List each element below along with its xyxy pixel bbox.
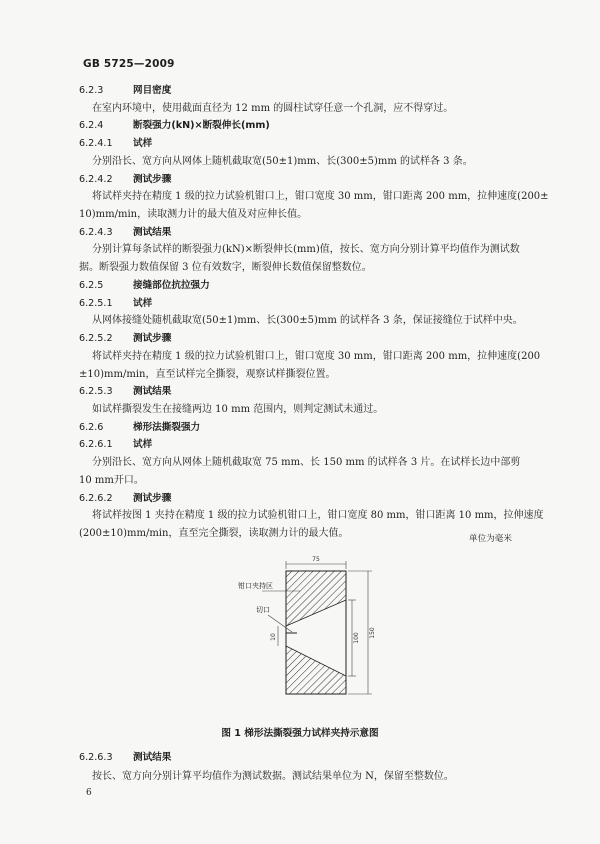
lower-clamp-area — [286, 646, 346, 694]
paragraph-line: (200±10)mm/min，直至完全撕裂，读取测力计的最大值。 — [79, 528, 349, 539]
paragraph-line: 按长、宽方向分别计算平均值作为测试数据。测试结果单位为 N，保留至整数位。 — [92, 771, 454, 782]
paragraph-line: 在室内环境中，使用截面直径为 12 mm 的圆柱试穿任意一个孔洞，应不得穿过。 — [92, 102, 454, 114]
paragraph-line: 从网体接缝处随机截取宽(50±1)mm、长(300±5)mm 的试样各 3 条，保证接缝位于试样中央。 — [92, 315, 523, 327]
label-clamp-area: 钳口夹持区 — [238, 582, 273, 590]
paragraph-line: 分别沿长、宽方向从网体上随机截取宽 75 mm、长 150 mm 的试样各 3 片。在试样长边中部剪 — [92, 457, 521, 469]
page-number: 6 — [86, 788, 92, 798]
section-number: 6.2.6.1 — [79, 439, 113, 451]
section-title: 测试步骤 — [133, 173, 172, 185]
section-number: 6.2.4.2 — [79, 173, 113, 185]
upper-clamp-area — [286, 571, 346, 626]
section-number: 6.2.4 — [79, 120, 104, 132]
dim-cut: 10 — [270, 633, 277, 641]
section-heading — [79, 751, 171, 765]
paragraph-line: 分别沿长、宽方向从网体上随机截取宽(50±1)mm、长(300±5)mm 的试样各 3 条。 — [92, 155, 473, 167]
section-number: 6.2.5.1 — [79, 297, 113, 309]
label-cut: 切口 — [256, 606, 270, 614]
paragraph-line: 分别计算每条试样的断裂强力(kN)×断裂伸长(mm)值，按长、宽方向分别计算平均值作为测试数 — [92, 244, 520, 256]
paragraph-line: 将试样夹持在精度 1 级的拉力试验机钳口上，钳口宽度 30 mm，钳口距离 200 mm，拉伸速度(200± — [92, 191, 549, 203]
section-title: 测试步骤 — [133, 492, 172, 504]
section-title: 试样 — [133, 439, 153, 451]
dim-outer: 150 — [369, 627, 376, 639]
section-title: 接缝部位抗拉强力 — [133, 279, 210, 291]
standard-code: GB 5725—2009 — [83, 58, 175, 70]
section-number: 6.2.6.2 — [79, 492, 113, 504]
dim-width: 75 — [312, 556, 320, 563]
dim-inner: 100 — [353, 632, 360, 644]
section-title: 试样 — [133, 297, 153, 309]
figure-caption: 图 1 梯形法撕裂强力试样夹持示意图 — [221, 728, 379, 739]
section-number: 6.2.3 — [79, 85, 104, 96]
paragraph-line: 10)mm/min，读取测力计的最大值及对应伸长值。 — [79, 209, 308, 221]
section-number: 6.2.4.1 — [79, 138, 113, 150]
section-number: 6.2.6.3 — [79, 752, 113, 763]
paragraph-line: 10 mm开口。 — [79, 474, 144, 486]
section-number: 6.2.5.2 — [79, 333, 113, 345]
section-title: 网目密度 — [133, 85, 172, 96]
section-number: 6.2.5.3 — [79, 386, 113, 398]
section-title: 断裂强力(kN)×断裂伸长(mm) — [133, 120, 270, 132]
paragraph-line: 将试样按图 1 夹持在精度 1 级的拉力试验机钳口上，钳口宽度 80 mm，钳口距离 10 mm，拉伸速度 — [92, 510, 544, 522]
section-title: 梯形法撕裂强力 — [133, 421, 201, 433]
paragraph-line: 将试样夹持在精度 1 级的拉力试验机钳口上，钳口宽度 30 mm，钳口距离 200 mm，拉伸速度(200 — [92, 350, 541, 362]
section-title: 测试结果 — [133, 752, 172, 763]
unit-note: 单位为毫米 — [469, 534, 512, 544]
section-title: 试样 — [133, 138, 153, 150]
paragraph-line: ±10)mm/min，直至试样完全撕裂，观察试样撕裂位置。 — [79, 368, 336, 380]
section-title: 测试结果 — [133, 226, 172, 238]
paragraph-line: 如试样撕裂发生在接缝两边 10 mm 范围内，则判定测试未通过。 — [92, 403, 384, 415]
section-number: 6.2.5 — [79, 279, 104, 291]
section-number: 6.2.6 — [79, 421, 104, 433]
section-number: 6.2.4.3 — [79, 226, 113, 238]
section-title: 测试步骤 — [133, 333, 172, 345]
paragraph-line: 据。断裂强力数值保留 3 位有效数字，断裂伸长数值保留整数位。 — [79, 262, 372, 274]
section-title: 测试结果 — [133, 386, 172, 398]
